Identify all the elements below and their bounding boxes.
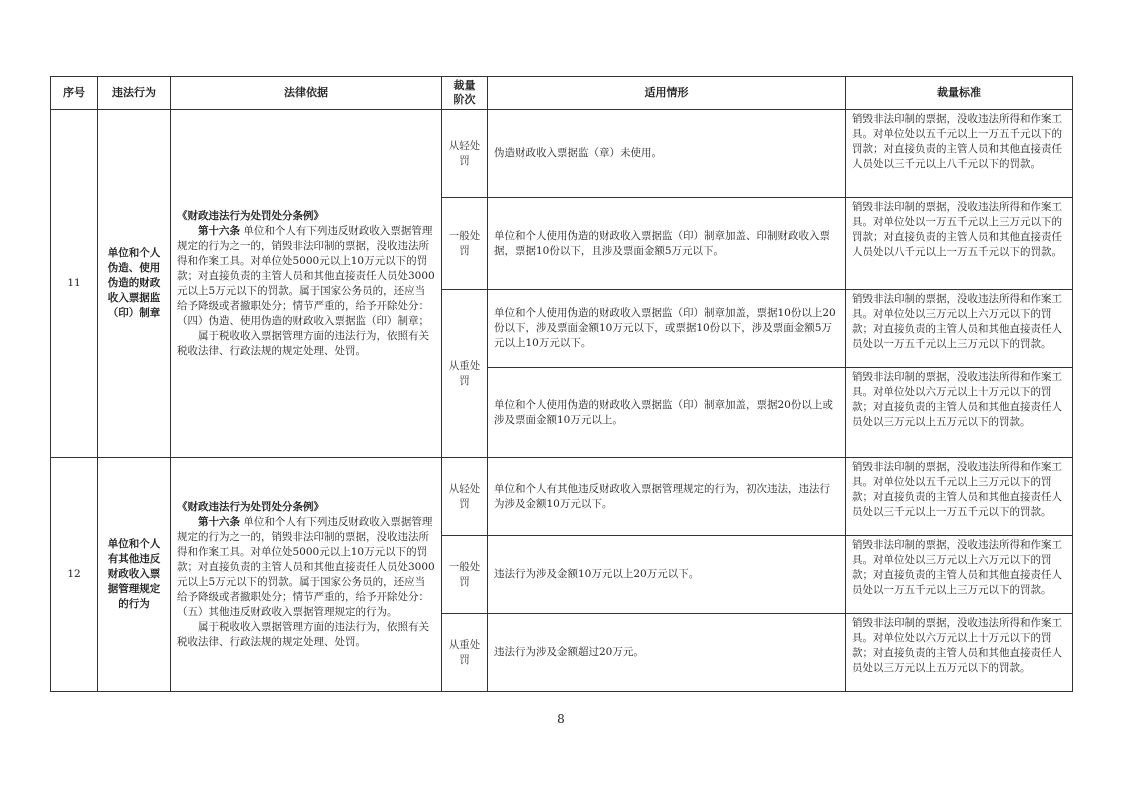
- table-row: [51, 110, 1073, 198]
- law-title: 《财政违法行为处罚处分条例》: [177, 500, 324, 513]
- law-title: 《财政违法行为处罚处分条例》: [177, 209, 324, 222]
- situation-cell: 违法行为涉及金额10万元以上20万元以下。: [488, 536, 846, 614]
- table-row: [51, 458, 1073, 536]
- law-paragraph: [177, 224, 435, 314]
- situation-cell: 单位和个人有其他违反财政收入票据管理规定的行为，初次违法，违法行为涉及金额10万元以下。: [488, 458, 846, 536]
- legal-basis: [171, 110, 442, 458]
- situation-cell: 伪造财政收入票据监（章）未使用。: [488, 110, 846, 198]
- standard-cell: 销毁非法印制的票据，没收违法所得和作案工具。对单位处以五千元以上一万五千元以下的罚款；对直接负责的主管人员和其他直接责任人员处以三千元以上八千元以下的罚款。: [846, 110, 1073, 198]
- violation-act: 单位和个人有其他违反财政收入票据管理规定的行为: [98, 458, 171, 692]
- situation-cell: 单位和个人使用伪造的财政收入票据监（印）制章加盖、印制财政收入票据，票据10份以下，且涉及票面金额5万元以下。: [488, 198, 846, 290]
- row-number: 12: [51, 458, 98, 692]
- situation-cell: 单位和个人使用伪造的财政收入票据监（印）制章加盖，票据10份以上20份以下，涉及票面金额10万元以下，或票据10份以下，涉及票面金额5万元以上10万元以下。: [488, 290, 846, 368]
- law-note: 属于税收收入票据管理方面的违法行为，依照有关税收法律、行政法规的规定处理、处罚。: [177, 620, 429, 648]
- standard-cell: 销毁非法印制的票据，没收违法所得和作案工具。对单位处以五千元以上三万元以下的罚款；对直接负责的主管人员和其他直接责任人员处以三千元以上一万五千元以下的罚款。: [846, 458, 1073, 536]
- header-standard: 裁量标准: [846, 77, 1073, 110]
- header-act: 违法行为: [98, 77, 171, 110]
- penalty-level: 一般处罚: [442, 198, 488, 290]
- law-article: 第十六条: [198, 224, 240, 237]
- law-text: 单位和个人有下列违反财政收入票据管理规定的行为之一的，销毁非法印制的票据，没收违法所得和作案工具。对单位处5000元以上10万元以下的罚款；对直接负责的主管人员和其他直接责任人员处3000元以上5万元以下的罚款。属于国家公务员的，还应当给予降级或者撤职处分；情节严重的，给予开除处分：: [177, 224, 435, 312]
- violation-act: 单位和个人伪造、使用伪造的财政收入票据监（印）制章: [98, 110, 171, 458]
- law-paragraph: [177, 515, 435, 605]
- standard-cell: 销毁非法印制的票据，没收违法所得和作案工具。对单位处以三万元以上六万元以下的罚款；对直接负责的主管人员和其他直接责任人员处以一万五千元以上三万元以下的罚款。: [846, 290, 1073, 368]
- law-note: 属于税收收入票据管理方面的违法行为，依照有关税收法律、行政法规的规定处理、处罚。: [177, 329, 429, 357]
- penalty-level: 从轻处罚: [442, 110, 488, 198]
- header-law: 法律依据: [171, 77, 442, 110]
- situation-cell: 违法行为涉及金额超过20万元。: [488, 614, 846, 692]
- header-situation: 适用情形: [488, 77, 846, 110]
- situation-cell: 单位和个人使用伪造的财政收入票据监（印）制章加盖，票据20份以上或涉及票面金额10万元以上。: [488, 368, 846, 458]
- penalty-table: [50, 76, 1073, 692]
- law-text: 单位和个人有下列违反财政收入票据管理规定的行为之一的，销毁非法印制的票据，没收违法所得和作案工具。对单位处5000元以上10万元以下的罚款；对直接负责的主管人员和其他直接责任人员处3000元以上5万元以下的罚款。属于国家公务员的，还应当给予降级或者撤职处分；情节严重的，给予开除处分：: [177, 515, 435, 603]
- legal-basis: [171, 458, 442, 692]
- penalty-level: 从轻处罚: [442, 458, 488, 536]
- row-number: 11: [51, 110, 98, 458]
- page-number: 8: [557, 712, 565, 726]
- penalty-level: 一般处罚: [442, 536, 488, 614]
- standard-cell: 销毁非法印制的票据，没收违法所得和作案工具。对单位处以六万元以上十万元以下的罚款；对直接负责的主管人员和其他直接责任人员处以三万元以上五万元以下的罚款。: [846, 614, 1073, 692]
- penalty-level: 从重处罚: [442, 290, 488, 458]
- law-item: （四）伪造、使用伪造的财政收入票据监（印）制章；: [177, 314, 429, 327]
- law-item: （五）其他违反财政收入票据管理规定的行为。: [177, 605, 398, 618]
- header-row: [51, 77, 1073, 110]
- law-article: 第十六条: [198, 515, 240, 528]
- header-level: 裁量阶次: [442, 77, 488, 110]
- standard-cell: 销毁非法印制的票据，没收违法所得和作案工具。对单位处以一万五千元以上三万元以下的罚款；对直接负责的主管人员和其他直接责任人员处以八千元以上一万五千元以下的罚款。: [846, 198, 1073, 290]
- penalty-level: 从重处罚: [442, 614, 488, 692]
- standard-cell: 销毁非法印制的票据，没收违法所得和作案工具。对单位处以六万元以上十万元以下的罚款；对直接负责的主管人员和其他直接责任人员处以三万元以上五万元以下的罚款。: [846, 368, 1073, 458]
- standard-cell: 销毁非法印制的票据，没收违法所得和作案工具。对单位处以三万元以上六万元以下的罚款；对直接负责的主管人员和其他直接责任人员处以一万五千元以上三万元以下的罚款。: [846, 536, 1073, 614]
- header-no: 序号: [51, 77, 98, 110]
